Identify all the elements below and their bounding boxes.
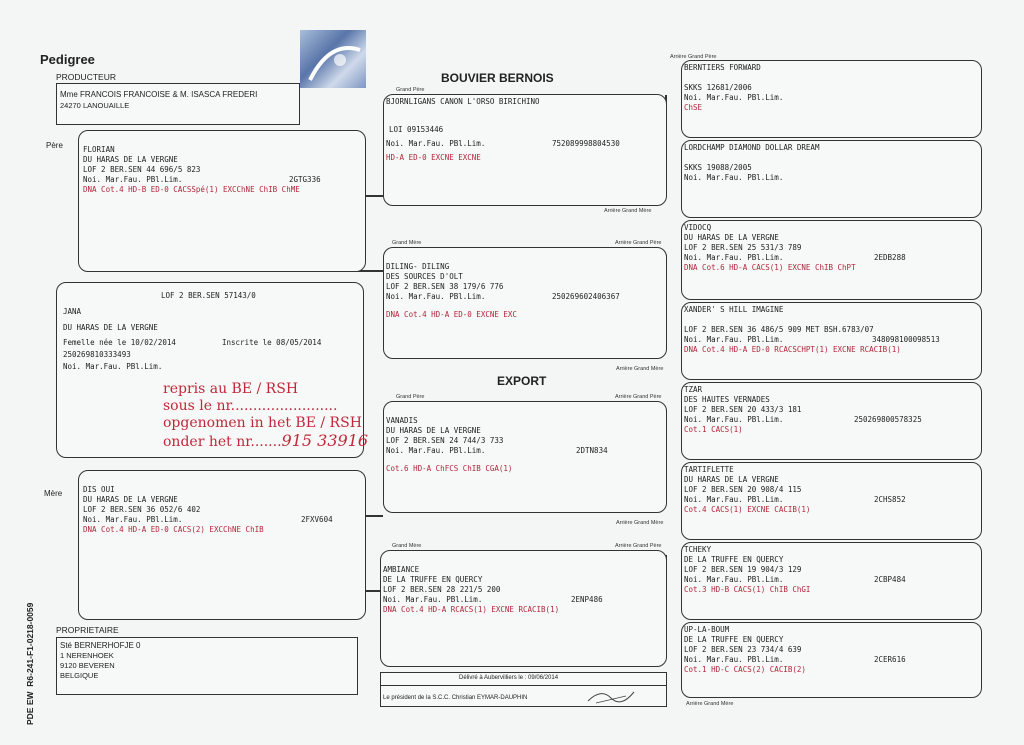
ggp-health: ChSE xyxy=(684,103,703,112)
father-box xyxy=(78,130,366,272)
father-id: 2GTG336 xyxy=(289,175,321,184)
ggp-colors: Noi. Mar.Fau. PBl.Lim. xyxy=(684,655,784,664)
export-title: EXPORT xyxy=(497,374,547,388)
handwriting-line2: sous le nr........................ xyxy=(163,398,338,414)
father-reg: LOF 2 BER.SEN 44 696/5 823 xyxy=(83,165,201,174)
owner-address-1: 1 NERENHOEK xyxy=(60,651,114,660)
gm1-kennel: DES SOURCES D'OLT xyxy=(386,272,463,281)
handwriting-line1: repris au BE / RSH xyxy=(163,381,299,397)
ggp-colors: Noi. Mar.Fau. PBl.Lim. xyxy=(684,93,784,102)
subject-colors: Noi. Mar.Fau. PBl.Lim. xyxy=(63,362,163,371)
side-code: PDE EW R6-241-F1-0218-0059 xyxy=(25,602,35,725)
ggp-colors: Noi. Mar.Fau. PBl.Lim. xyxy=(684,253,784,262)
gp1-colors: Noi. Mar.Fau. PBl.Lim. xyxy=(386,139,486,148)
gp2-label: Grand Père xyxy=(396,394,425,400)
gp1-health: HD-A ED-0 EXCNE EXCNE xyxy=(386,153,481,162)
ggp-kennel: DE LA TRUFFE EN QUERCY xyxy=(684,555,784,564)
pere-label: Père xyxy=(46,141,63,150)
gp2-kennel: DU HARAS DE LA VERGNE xyxy=(386,426,481,435)
mother-box xyxy=(78,470,366,620)
ggp-box xyxy=(681,140,982,218)
ggp-kennel: DU HARAS DE LA VERGNE xyxy=(684,233,779,242)
ggp-colors: Noi. Mar.Fau. PBl.Lim. xyxy=(684,575,784,584)
owner-name: Sté BERNERHOFJE 0 xyxy=(60,641,141,650)
ggp-health: Cot.4 CACS(1) EXCNE CACIB(1) xyxy=(684,505,811,514)
gm1-name: DILING- DILING xyxy=(386,262,450,271)
ggp-name: LORDCHAMP DIAMOND DOLLAR DREAM xyxy=(684,143,820,152)
subject-box xyxy=(56,282,369,458)
signature-icon xyxy=(586,686,636,710)
mother-reg: LOF 2 BER.SEN 36 052/6 402 xyxy=(83,505,201,514)
father-health: DNA Cot.4 HD-B ED-0 CACSSpé(1) EXCChNE ChIB ChME xyxy=(83,185,300,194)
gm1-health: DNA Cot.4 HD-A ED-0 EXCNE EXC xyxy=(386,310,517,319)
handwriting-line4: onder het nr....... xyxy=(163,434,282,450)
ggp-colors: Noi. Mar.Fau. PBl.Lim. xyxy=(684,335,784,344)
subject-sex-dob: Femelle née le 10/02/2014 xyxy=(63,338,176,347)
ggp-health: Cot.3 HD-B CACS(1) ChIB ChGI xyxy=(684,585,811,594)
gm2-name: AMBIANCE xyxy=(383,565,420,574)
ggp-name: XANDER' S HILL IMAGINE xyxy=(684,305,784,314)
father-name: FLORIAN xyxy=(83,145,115,154)
ggp-id: 2CHS852 xyxy=(874,495,906,504)
gp2-reg: LOF 2 BER.SEN 24 744/3 733 xyxy=(386,436,504,445)
delivered-text: Délivré à Aubervilliers le : 09/06/2014 xyxy=(459,675,559,681)
ggp-name: VIDOCQ xyxy=(684,223,712,232)
gm2-box xyxy=(380,550,667,667)
gp1-name: BJORNLIGANS CANON L'ORSO BIRICHINO xyxy=(386,97,540,106)
ggp-reg: LOF 2 BER.SEN 19 904/3 129 xyxy=(684,565,802,574)
father-kennel: DU HARAS DE LA VERGNE xyxy=(83,155,178,164)
ggp-colors: Noi. Mar.Fau. PBl.Lim. xyxy=(684,173,784,182)
ggp-box xyxy=(681,302,982,380)
president-text: Le président de la S.C.C. Christian EYMAR-DAUPHIN xyxy=(383,695,528,701)
ggp-reg: LOF 2 BER.SEN 36 486/5 909 MET BSH.6783/07 xyxy=(684,325,874,334)
gp2-colors: Noi. Mar.Fau. PBl.Lim. xyxy=(386,446,486,455)
breed-title: BOUVIER BERNOIS xyxy=(441,71,554,85)
ggp-id: 250269800578325 xyxy=(854,415,922,424)
mother-name: DIS OUI xyxy=(83,485,115,494)
gp1-label: Grand Père xyxy=(396,87,425,93)
subject-inscribed: Inscrite le 08/05/2014 xyxy=(222,338,322,347)
ggp-name: TARTIFLETTE xyxy=(684,465,734,474)
gp1-box xyxy=(383,94,667,206)
gm2-id: 2ENP486 xyxy=(571,595,603,604)
owner-label: PROPRIETAIRE xyxy=(56,625,119,635)
ggm-label: Arrière Grand Mère xyxy=(616,366,664,372)
producer-box xyxy=(56,83,300,125)
ggp-reg: SKKS 19088/2005 xyxy=(684,163,752,172)
gp1-id: 752089998804530 xyxy=(552,139,620,148)
page-title: Pedigree xyxy=(40,52,95,67)
subject-kennel: DU HARAS DE LA VERGNE xyxy=(63,323,158,332)
handwriting-number: 915 33916 xyxy=(281,431,369,450)
ggp-id: 2CBP484 xyxy=(874,575,906,584)
gm2-label: Grand Mère xyxy=(392,543,422,549)
gm2-colors: Noi. Mar.Fau. PBl.Lim. xyxy=(383,595,483,604)
gm1-aggm-label: Arrière Grand Mère xyxy=(604,208,652,214)
ggp-name: UP-LA-BOUM xyxy=(684,625,730,634)
subject-reg: LOF 2 BER.SEN 57143/0 xyxy=(161,291,256,300)
gm1-reg: LOF 2 BER.SEN 38 179/6 776 xyxy=(386,282,504,291)
mere-label: Mère xyxy=(44,489,63,498)
ggp-box xyxy=(681,382,982,460)
gp1-reg: LOI 09153446 xyxy=(389,125,444,134)
ggp-health: DNA Cot.4 HD-A ED-0 RCACSCHPT(1) EXCNE RCACIB(1) xyxy=(684,345,901,354)
gp2-name: VANADIS xyxy=(386,416,418,425)
connector xyxy=(363,515,383,517)
ggp-name: BERNTIERS FORWARD xyxy=(684,63,761,72)
ggp-label: Arrière Grand Père xyxy=(615,240,662,246)
handwriting-line3: opgenomen in het BE / RSH xyxy=(163,415,362,431)
producer-name: Mme FRANCOIS FRANCOISE & M. ISASCA FREDERI xyxy=(60,90,258,99)
subject-name: JANA xyxy=(63,307,82,316)
ggp-colors: Noi. Mar.Fau. PBl.Lim. xyxy=(684,415,784,424)
gm2-reg: LOF 2 BER.SEN 28 221/5 200 xyxy=(383,585,501,594)
mother-kennel: DU HARAS DE LA VERGNE xyxy=(83,495,178,504)
gp2-id: 2DTN834 xyxy=(576,446,608,455)
gp2-health: Cot.6 HD-A ChFCS ChIB CGA(1) xyxy=(386,464,513,473)
owner-box xyxy=(56,637,358,695)
ggp-box xyxy=(681,462,982,540)
logo-icon xyxy=(300,30,366,88)
mother-health: DNA Cot.4 HD-A ED-0 CACS(2) EXCChNE ChIB xyxy=(83,525,264,534)
ggp-id: 2CER616 xyxy=(874,655,906,664)
gm1-id: 250269602406367 xyxy=(552,292,620,301)
mother-colors: Noi. Mar.Fau. PBl.Lim. xyxy=(83,515,183,524)
ggp-reg: LOF 2 BER.SEN 25 531/3 789 xyxy=(684,243,802,252)
ggp-name: TCHEKY xyxy=(684,545,712,554)
gp2-box xyxy=(383,401,667,513)
ggp-colors: Noi. Mar.Fau. PBl.Lim. xyxy=(684,495,784,504)
ggp-reg: LOF 2 BER.SEN 20 908/4 115 xyxy=(684,485,802,494)
gm1-colors: Noi. Mar.Fau. PBl.Lim. xyxy=(386,292,486,301)
ggp-box xyxy=(681,60,982,138)
delivered-box xyxy=(380,672,667,707)
ggp-kennel: DES HAUTES VERNADES xyxy=(684,395,770,404)
ggp-label: Arrière Grand Père xyxy=(670,54,717,60)
ggp-health: DNA Cot.6 HD-A CACS(1) EXCNE ChIB ChPT xyxy=(684,263,856,272)
ggp-health: Cot.1 HD-C CACS(2) CACIB(2) xyxy=(684,665,806,674)
subject-chip: 250269810333493 xyxy=(63,350,131,359)
mother-id: 2FXV604 xyxy=(301,515,333,524)
ggp-health: Cot.1 CACS(1) xyxy=(684,425,743,434)
ggp-label: Arrière Grand Père xyxy=(615,394,662,400)
ggp-kennel: DE LA TRUFFE EN QUERCY xyxy=(684,635,784,644)
ggp-box xyxy=(681,542,982,620)
gm1-box xyxy=(383,247,667,359)
gm2-kennel: DE LA TRUFFE EN QUERCY xyxy=(383,575,483,584)
owner-address-2: 9120 BEVEREN xyxy=(60,661,115,670)
ggp-box xyxy=(681,220,982,300)
ggm-label: Arrière Grand Mère xyxy=(686,701,734,707)
ggp-label: Arrière Grand Père xyxy=(615,543,662,549)
ggp-name: TZAR xyxy=(684,385,703,394)
ggp-id: 2EDB288 xyxy=(874,253,906,262)
ggp-reg: LOF 2 BER.SEN 20 433/3 181 xyxy=(684,405,802,414)
ggm-label: Arrière Grand Mère xyxy=(616,520,664,526)
father-colors: Noi. Mar.Fau. PBl.Lim. xyxy=(83,175,183,184)
producer-address: 24270 LANOUAILLE xyxy=(60,101,130,110)
owner-address-3: BELGIQUE xyxy=(60,671,99,680)
producer-label: PRODUCTEUR xyxy=(56,72,116,82)
gm1-label: Grand Mère xyxy=(392,240,422,246)
ggp-id: 348098100098513 xyxy=(872,335,940,344)
gm2-health: DNA Cot.4 HD-A RCACS(1) EXCNE RCACIB(1) xyxy=(383,605,560,614)
ggp-box xyxy=(681,622,982,698)
ggp-kennel: DU HARAS DE LA VERGNE xyxy=(684,475,779,484)
ggp-reg: LOF 2 BER.SEN 23 734/4 639 xyxy=(684,645,802,654)
ggp-reg: SKKS 12681/2006 xyxy=(684,83,752,92)
